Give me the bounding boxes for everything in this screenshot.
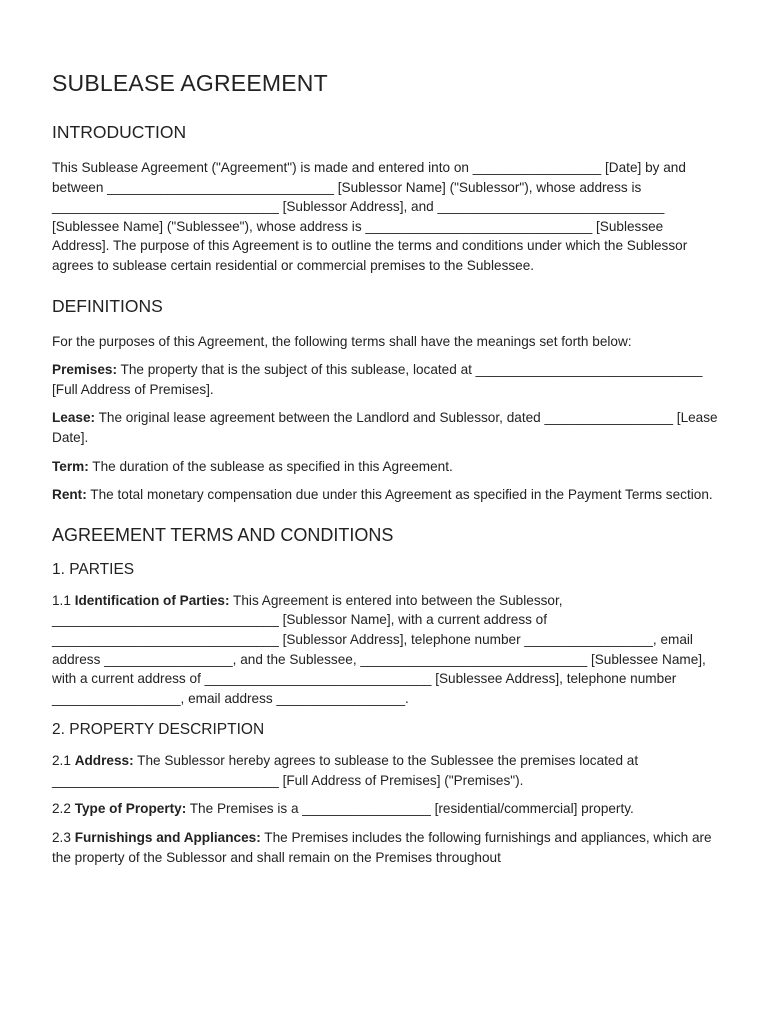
definition-term: Rent: bbox=[52, 487, 87, 503]
document-title: SUBLEASE AGREEMENT bbox=[52, 70, 328, 96]
definition-text: The total monetary compensation due under this Agreement as specified in the Payment Terms section. bbox=[86, 487, 713, 503]
definition-term: Term: bbox=[52, 458, 89, 474]
clause-2-2 bbox=[52, 799, 718, 819]
introduction-paragraph: This Sublease Agreement ("Agreement") is made and entered into on _________________ [Date] by and between ______________________________ [Sublessor Name] ("Sublessor"), whose address is ______________________________ [Sublessor Address], and ______________________________ [Sublessee Name] ("Sublessee"), whose address is ______________________________ [Sublessee Address]. The purpose of this Agreement is to outline the terms and conditions under which the Sublessor agrees to sublease certain residential or commercial premises to the Sublessee. bbox=[52, 160, 688, 273]
introduction-section bbox=[52, 122, 718, 276]
clause-number: 2.1 bbox=[52, 753, 75, 769]
parties-heading: 1. PARTIES bbox=[52, 560, 135, 578]
terms-heading: AGREEMENT TERMS AND CONDITIONS bbox=[52, 524, 394, 545]
clause-1-1 bbox=[52, 591, 718, 709]
definition-text: The duration of the sublease as specified in this Agreement. bbox=[88, 458, 453, 474]
definition-premises bbox=[52, 360, 718, 399]
clause-term: Address: bbox=[74, 753, 134, 769]
clause-2-3 bbox=[52, 828, 718, 867]
clause-text: The Premises includes the following furnishings and appliances, which are the property of the Sublessor and shall remain on the Premises throughout bbox=[52, 830, 712, 865]
definitions-section bbox=[52, 296, 718, 505]
definitions-intro: For the purposes of this Agreement, the following terms shall have the meanings set forth below: bbox=[52, 333, 632, 349]
introduction-heading: INTRODUCTION bbox=[52, 122, 187, 142]
clause-number: 2.2 bbox=[52, 801, 75, 817]
clause-2-1 bbox=[52, 751, 718, 790]
clause-number: 2.3 bbox=[52, 830, 75, 846]
definition-term: Premises: bbox=[52, 362, 117, 378]
clause-term: Furnishings and Appliances: bbox=[74, 830, 261, 846]
property-heading: 2. PROPERTY DESCRIPTION bbox=[52, 721, 265, 739]
definition-term-item bbox=[52, 457, 718, 477]
clause-term: Identification of Parties: bbox=[74, 592, 230, 608]
clause-text: The Premises is a _________________ [residential/commercial] property. bbox=[186, 801, 634, 817]
definition-lease bbox=[52, 408, 718, 447]
clause-number: 1.1 bbox=[52, 592, 75, 608]
definition-text: The original lease agreement between the Landlord and Sublessor, dated _________________ [Lease Date]. bbox=[52, 410, 718, 445]
terms-section bbox=[52, 525, 718, 868]
definition-rent bbox=[52, 485, 718, 505]
definition-term: Lease: bbox=[52, 410, 96, 426]
clause-text: This Agreement is entered into between the Sublessor, ______________________________ [Sublessor Name], with a current address of ______________________________ [Sublessor Address], telephone number _________________, email address _________________, and the Sublessee, ______________________________ [Sublessee Name], with a current address of ______________________________ [Sublessee Address], telephone number _________________, email address _________________. bbox=[52, 592, 706, 706]
definition-text: The property that is the subject of this sublease, located at ______________________________ [Full Address of Premises]. bbox=[52, 362, 703, 397]
clause-term: Type of Property: bbox=[74, 801, 187, 817]
clause-text: The Sublessor hereby agrees to sublease to the Sublessee the premises located at ______________________________ [Full Address of Premises] ("Premises"). bbox=[52, 753, 639, 788]
definitions-heading: DEFINITIONS bbox=[52, 295, 163, 316]
